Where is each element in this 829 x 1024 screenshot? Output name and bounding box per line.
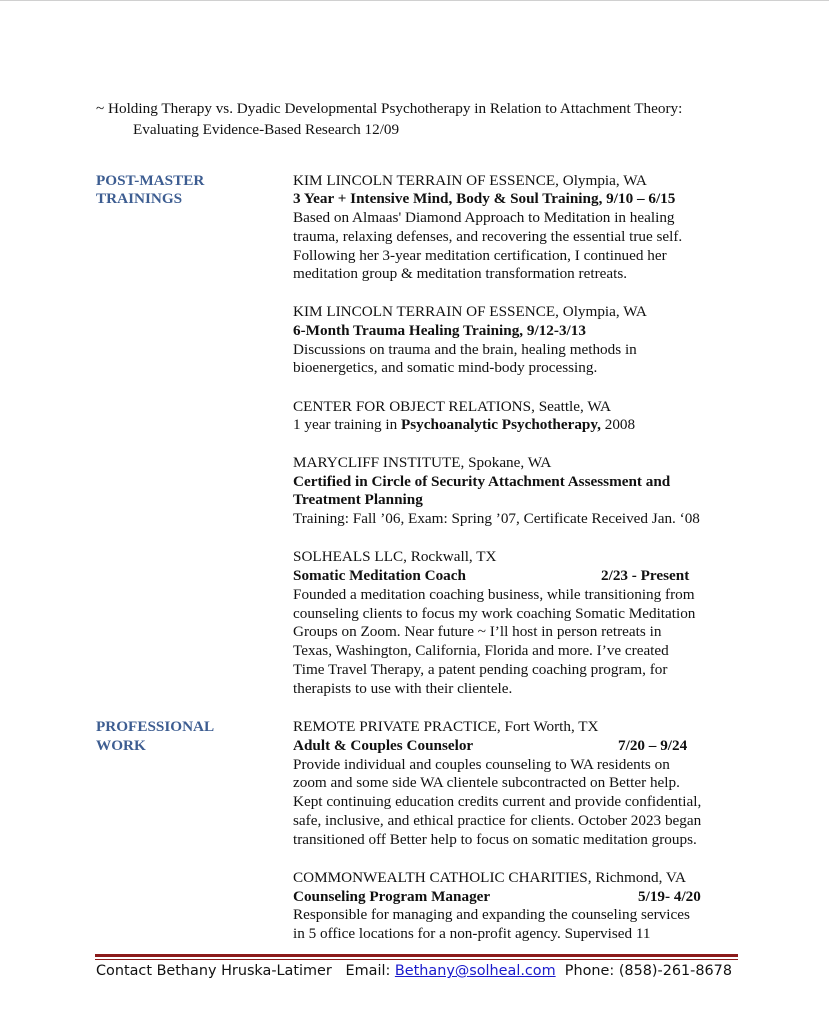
entry-desc-line: Responsible for managing and expanding the counseling services	[293, 906, 690, 923]
entry-desc-line: zoom and some side WA clientele subcontracted on Better help.	[293, 774, 680, 791]
entry-training-line	[293, 416, 635, 434]
entry-desc-line: bioenergetics, and somatic mind-body processing.	[293, 359, 598, 376]
entry-title: Certified in Circle of Security Attachment Assessment and	[293, 473, 671, 490]
entry-desc-line: Groups on Zoom. Near future ~ I’ll host in person retreats in	[293, 623, 662, 640]
entry-desc-line: Kept continuing education credits current and provide confidential,	[293, 793, 702, 810]
entry-dates: 5/19- 4/20	[638, 888, 701, 905]
entry-desc-line: Training: Fall ’06, Exam: Spring ’07, Certificate Received Jan. ‘08	[293, 510, 700, 527]
footer-contact-name: Contact Bethany Hruska-Latimer	[96, 963, 332, 979]
entry-org: REMOTE PRIVATE PRACTICE, Fort Worth, TX	[293, 718, 599, 735]
training-name: Psychoanalytic Psychotherapy,	[400, 416, 601, 433]
entry-dates: 7/20 – 9/24	[618, 737, 688, 754]
footer-email-link[interactable]: Bethany@solheal.com	[394, 963, 556, 979]
footer-rule-thin	[95, 959, 738, 960]
entry-dates: 2/23 - Present	[601, 567, 690, 584]
entry-desc-line: Based on Almaas' Diamond Approach to Meditation in healing	[293, 209, 675, 226]
entry-title: Adult & Couples Counselor	[293, 737, 474, 754]
entry-desc-line: Founded a meditation coaching business, while transitioning from	[293, 586, 695, 603]
entry-desc-line: trauma, relaxing defenses, and recovering the essential true self.	[293, 228, 683, 245]
entry-title: 3 Year + Intensive Mind, Body & Soul Training, 9/10 – 6/15	[293, 190, 676, 207]
entry-desc-line: Texas, Washington, California, Florida and more. I’ve created	[293, 642, 669, 659]
entry-desc-line: counseling clients to focus my work coaching Somatic Meditation	[293, 605, 696, 622]
footer-phone: (858)-261-8678	[618, 963, 732, 979]
footer-rule-thick	[95, 954, 738, 957]
entry-title: Counseling Program Manager	[293, 888, 491, 905]
section-heading-post-master: POST-MASTER	[96, 172, 205, 189]
footer-contact	[96, 963, 732, 979]
training-year: 2008	[600, 416, 636, 433]
entry-org: MARYCLIFF INSTITUTE, Spokane, WA	[293, 454, 552, 471]
entry-desc-line: safe, inclusive, and ethical practice for clients. October 2023 began	[293, 812, 702, 829]
entry-desc-line: Provide individual and couples counseling to WA residents on	[293, 756, 670, 773]
entry-desc-line: Following her 3-year meditation certification, I continued her	[293, 247, 667, 264]
entry-desc-line: in 5 office locations for a non-profit agency. Supervised 11	[293, 925, 651, 942]
intro-line-1: ~ Holding Therapy vs. Dyadic Developmental Psychotherapy in Relation to Attachment Theory:	[96, 100, 683, 117]
entry-desc-line: Discussions on trauma and the brain, healing methods in	[293, 341, 637, 358]
footer-phone-label: Phone:	[564, 963, 615, 979]
entry-org: KIM LINCOLN TERRAIN OF ESSENCE, Olympia, WA	[293, 172, 647, 189]
page-top-border	[0, 0, 829, 1]
entry-org: KIM LINCOLN TERRAIN OF ESSENCE, Olympia, WA	[293, 303, 647, 320]
intro-line-2: Evaluating Evidence-Based Research 12/09	[133, 121, 400, 138]
entry-title: Somatic Meditation Coach	[293, 567, 466, 584]
entry-desc-line: therapists to use with their clientele.	[293, 680, 513, 697]
entry-org: SOLHEALS LLC, Rockwall, TX	[293, 548, 497, 565]
entry-org: CENTER FOR OBJECT RELATIONS, Seattle, WA	[293, 398, 611, 415]
entry-desc-line: transitioned off Better help to focus on somatic meditation groups.	[293, 831, 697, 848]
entry-title: 6-Month Trauma Healing Training, 9/12-3/13	[293, 322, 586, 339]
section-heading-professional: PROFESSIONAL	[96, 718, 215, 735]
entry-desc-line: Time Travel Therapy, a patent pending coaching program, for	[293, 661, 668, 678]
section-heading-work: WORK	[96, 737, 146, 754]
footer-email-label: Email:	[345, 963, 391, 979]
training-prefix: 1 year training in	[293, 416, 401, 433]
entry-title: Treatment Planning	[293, 491, 423, 508]
entry-desc-line: meditation group & meditation transformation retreats.	[293, 265, 628, 282]
section-heading-trainings: TRAININGS	[96, 190, 183, 207]
entry-org: COMMONWEALTH CATHOLIC CHARITIES, Richmond, VA	[293, 869, 686, 886]
